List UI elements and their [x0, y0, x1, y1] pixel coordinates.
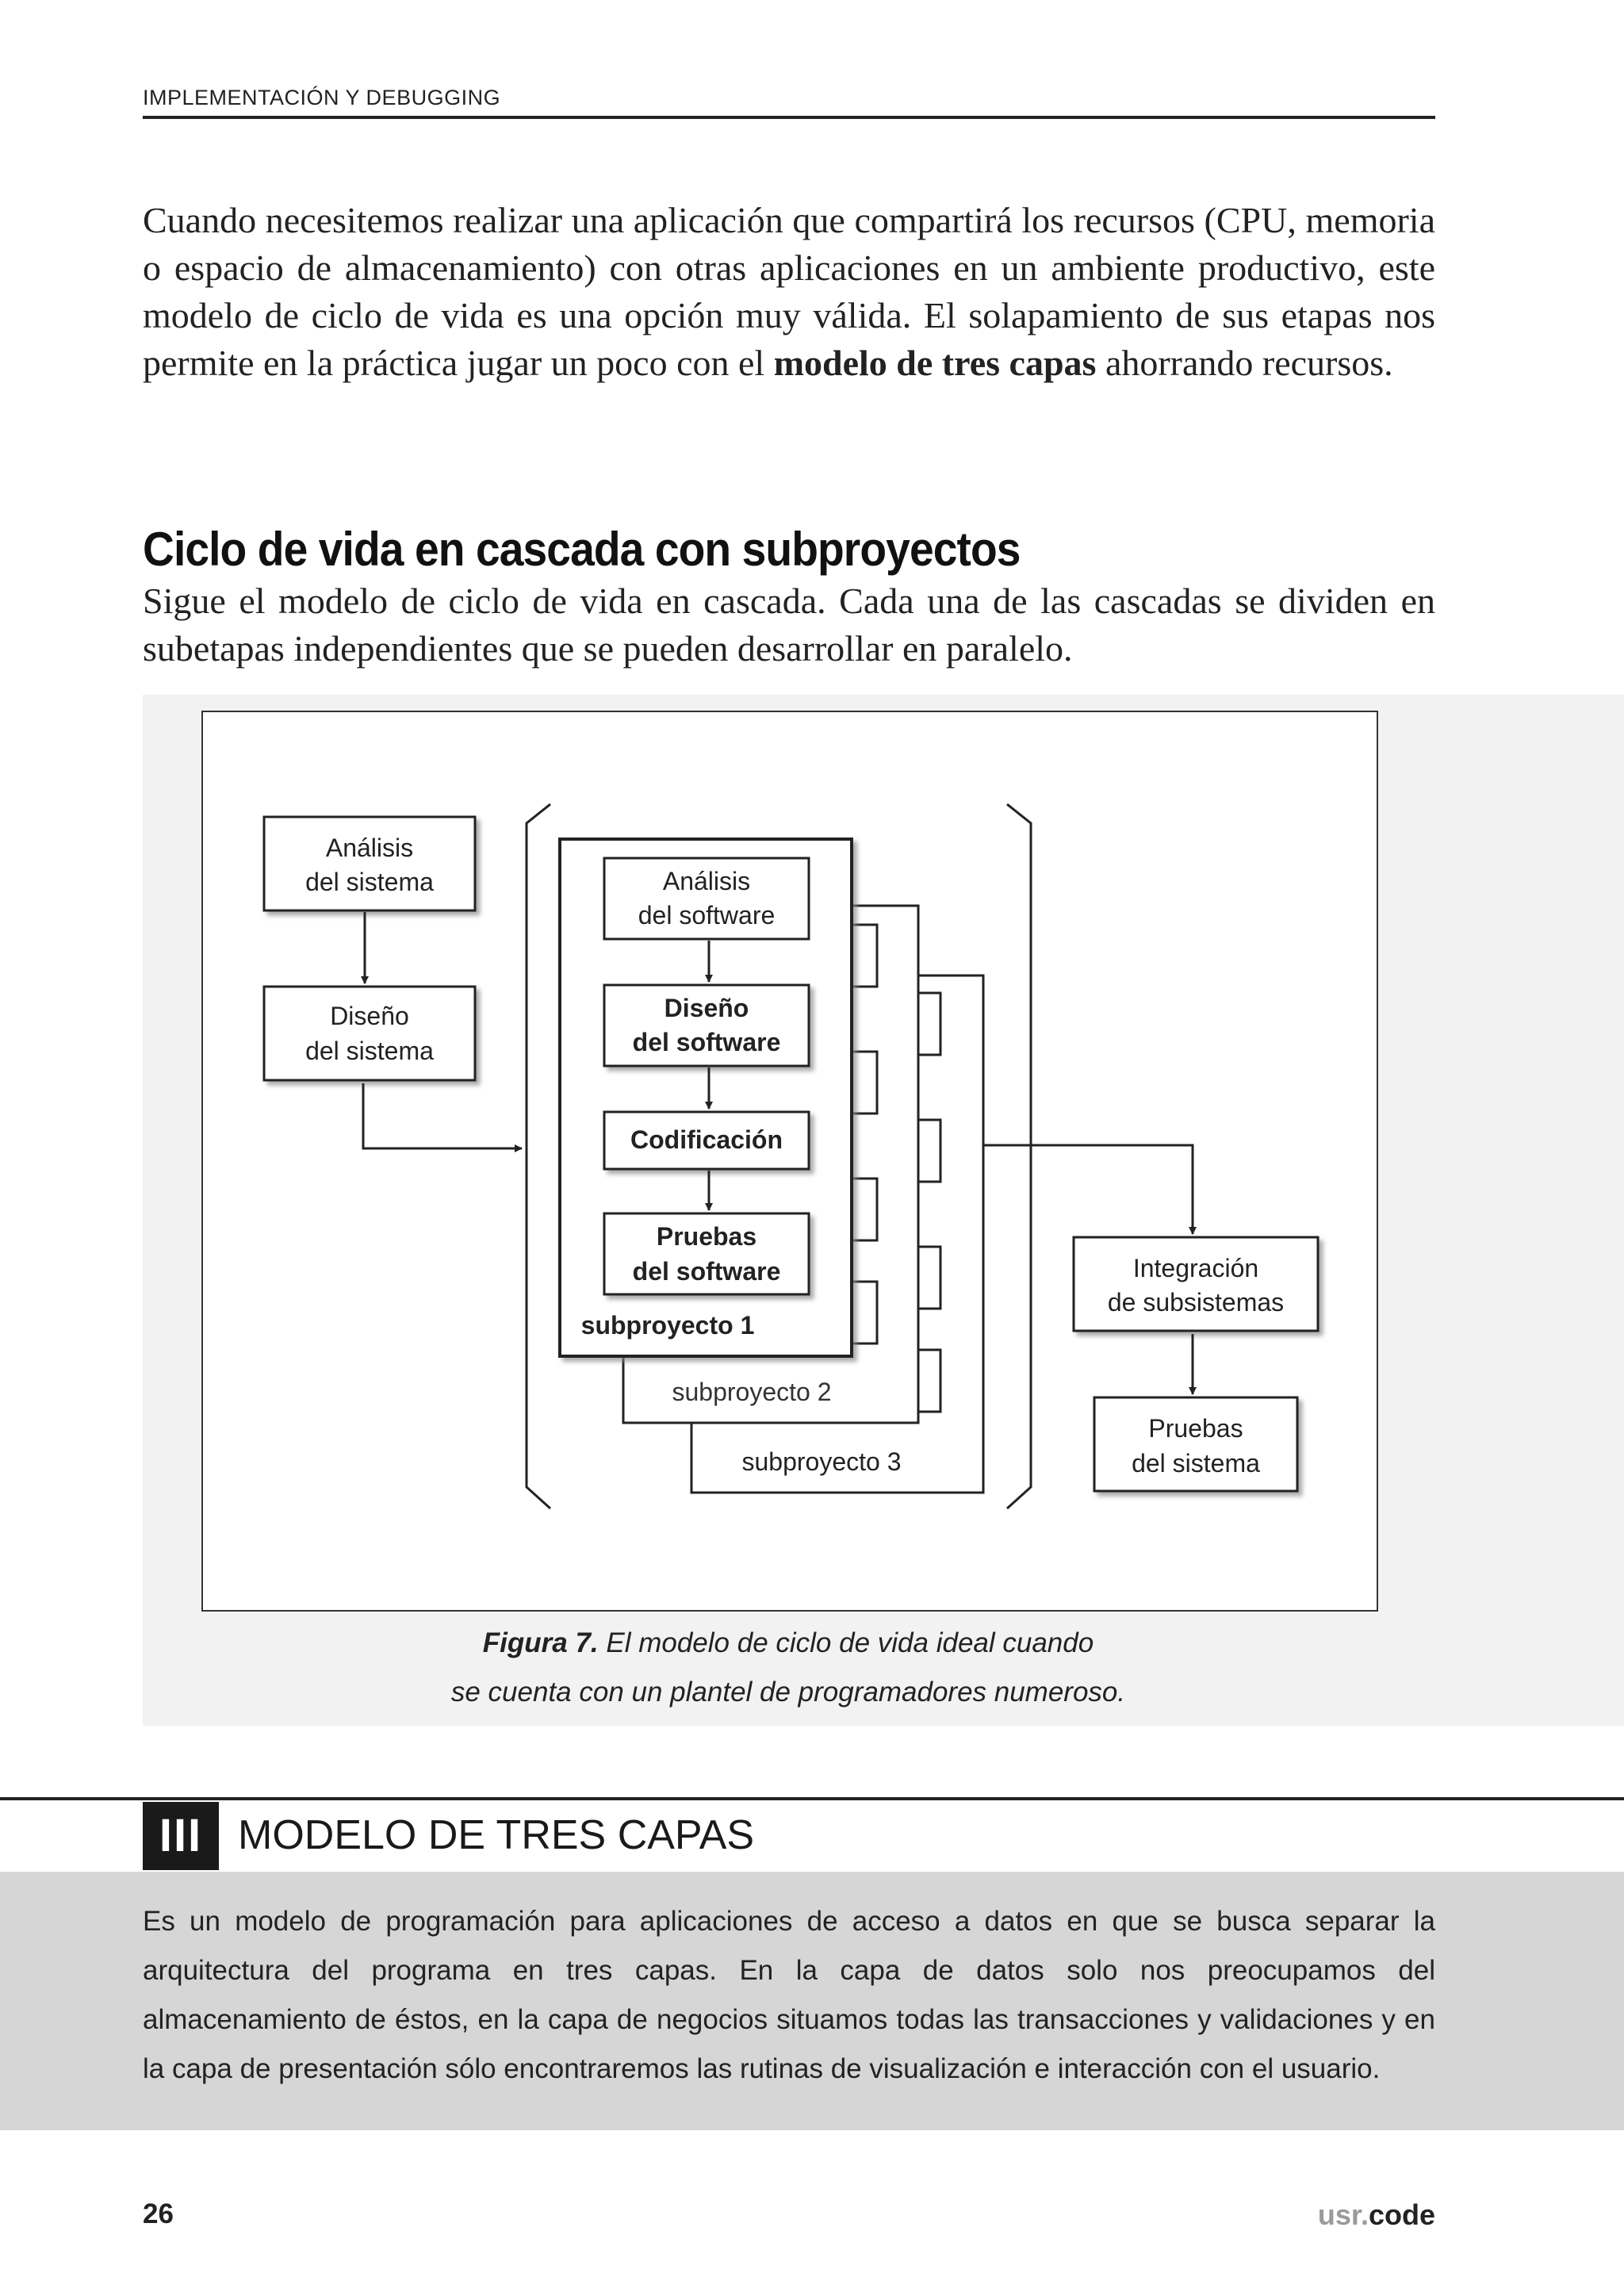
right-bracket	[1007, 804, 1031, 1508]
section-body: Sigue el modelo de ciclo de vida en cascada. Cada una de las cascadas se dividen en subetapas independientes que se pueden desarrollar en paralelo.	[143, 581, 1435, 669]
label-pruebas-software-2: del software	[632, 1257, 781, 1286]
box-integracion	[1074, 1237, 1318, 1331]
brand-light: usr.	[1317, 2198, 1369, 2231]
label-analisis-sistema-1: Análisis	[325, 834, 414, 862]
tip-top-rule	[0, 1797, 1624, 1800]
brand-logo	[1318, 2198, 1435, 2232]
intro-text-1: Cuando necesitemos realizar una aplicación que compartirá los recursos (CPU, memoria o espacio de almacenamiento) con otras aplicaciones en un ambiente productivo, este modelo de ciclo de vida es una opción muy válida. El solapamiento de sus etapas nos permite en la práctica jugar un poco con el	[143, 200, 1435, 383]
figure-caption-line-2: se cuenta con un plantel de programadores numeroso.	[450, 1677, 1126, 1708]
label-integracion-1: Integración	[1132, 1254, 1259, 1282]
label-analisis-sistema-2: del sistema	[305, 868, 434, 896]
figure-label: Figura 7.	[482, 1627, 599, 1658]
section-title: Ciclo de vida en cascada con subproyectos	[143, 523, 1021, 576]
label-codificacion: Codificación	[630, 1125, 783, 1154]
label-diseno-software-2: del software	[632, 1028, 781, 1056]
label-subproyecto-1: subproyecto 1	[580, 1311, 755, 1340]
left-bracket	[527, 804, 550, 1508]
label-diseno-sistema-1: Diseño	[330, 1002, 409, 1030]
label-subproyecto-2: subproyecto 2	[672, 1378, 832, 1406]
label-subproyecto-3: subproyecto 3	[741, 1447, 902, 1476]
label-diseno-software-1: Diseño	[664, 994, 749, 1022]
arrow-subprojects-to-integracion	[983, 1145, 1193, 1234]
label-pruebas-software-1: Pruebas	[656, 1222, 757, 1251]
label-integracion-2: de subsistemas	[1107, 1288, 1285, 1317]
label-analisis-software-1: Análisis	[662, 867, 751, 895]
box-analisis-sistema	[264, 817, 475, 910]
brand-dark: code	[1368, 2198, 1435, 2231]
box-diseno-sistema	[264, 987, 475, 1080]
page-number: 26	[143, 2198, 174, 2229]
running-header: IMPLEMENTACIÓN Y DEBUGGING	[143, 86, 501, 109]
intro-bold-term: modelo de tres capas	[773, 343, 1097, 383]
figure-caption-line-1	[201, 1627, 1375, 1659]
label-pruebas-sistema-1: Pruebas	[1148, 1414, 1243, 1443]
arrow-diseno-to-subprojects	[363, 1083, 522, 1148]
tip-text: Es un modelo de programación para aplicaciones de acceso a datos en que se busca separar la arquitectura del programa en tres capas. En la capa de datos solo nos preocupamos del almacenamiento de éstos, en la capa de negocios situamos todas las transacciones y validaciones y en la capa de presentación sólo encontraremos las rutinas de visualización e interacción con el usuario.	[143, 1906, 1435, 2084]
label-analisis-software-2: del software	[638, 901, 776, 930]
intro-text-2: ahorrando recursos.	[1096, 343, 1393, 383]
label-diseno-sistema-2: del sistema	[305, 1037, 434, 1065]
tip-title: MODELO DE TRES CAPAS	[238, 1812, 755, 1858]
tip-marker: III	[143, 1802, 219, 1870]
caption-text-1: El modelo de ciclo de vida ideal cuando	[598, 1627, 1094, 1658]
label-pruebas-sistema-2: del sistema	[1132, 1449, 1260, 1478]
